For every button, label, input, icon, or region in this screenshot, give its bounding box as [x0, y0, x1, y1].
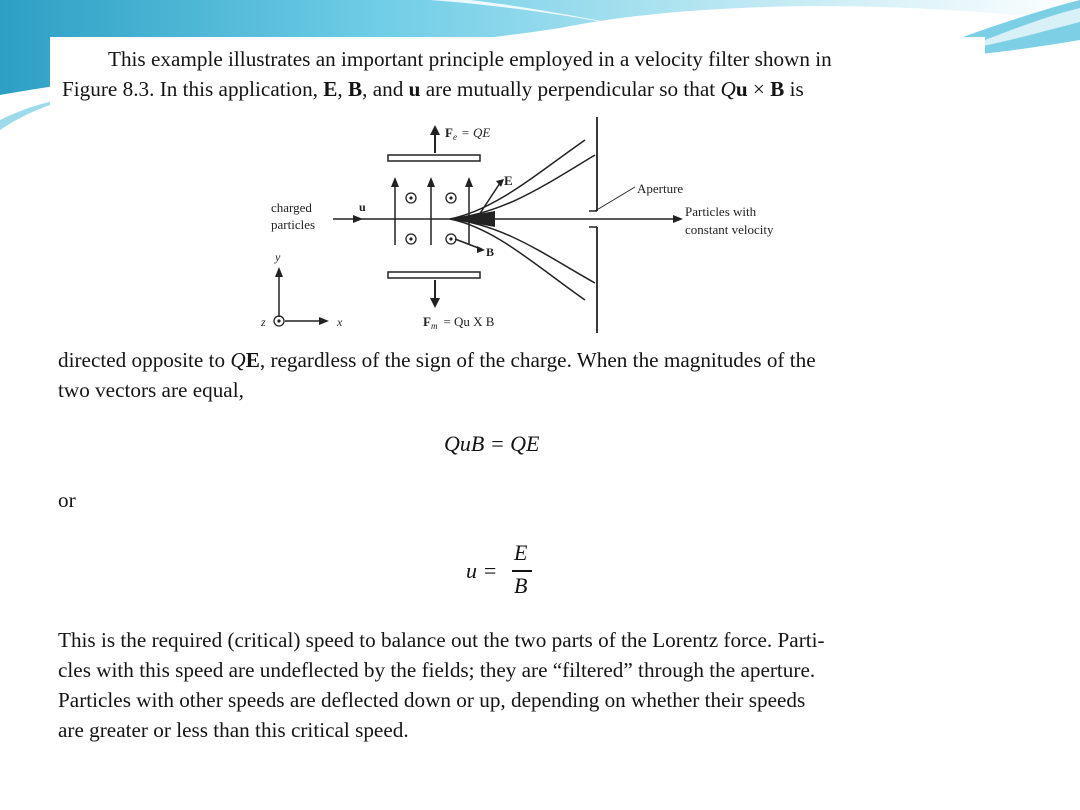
fe-eq: = QE [460, 125, 491, 140]
cross-symbol: × [747, 77, 771, 101]
conclusion-line-1: This is the required (critical) speed to balance out the two parts of the Lorentz force. Parti- [58, 628, 825, 652]
charged-line-2: particles [271, 217, 316, 232]
equation-u-e-over-b [466, 540, 546, 600]
u-label: u [359, 200, 366, 214]
intro-line-2-a: Figure 8.3. In this application, [62, 77, 324, 101]
middle-line-1 [58, 345, 816, 375]
svg-text:Fe= QE [445, 125, 490, 142]
aperture-label: Aperture [637, 181, 684, 196]
intro-line-2 [62, 74, 804, 104]
equation-qub-qe: QuB = QE [444, 431, 540, 456]
x-axis-label: x [337, 315, 343, 329]
fm-label: F [423, 314, 431, 329]
vector-B-2: B [770, 77, 785, 101]
y-axis-label: y [275, 250, 281, 264]
fm-sub: m [430, 321, 438, 331]
vector-u-2: u [735, 77, 748, 101]
z-axis-label: z [261, 315, 266, 329]
vector-u: u [408, 77, 421, 101]
conclusion-line-4: are greater or less than this critical speed. [58, 718, 409, 742]
fm-eq: = Qu X B [443, 314, 495, 329]
intro-line-2-end: is [784, 77, 804, 101]
e-label: E [504, 173, 513, 188]
comma-2: , and [362, 77, 409, 101]
middle-E: E [245, 348, 260, 372]
charged-line-1: charged [271, 200, 312, 215]
middle-line-1-a: directed opposite to [58, 348, 231, 372]
intro-line-1: This example illustrates an important principle employed in a velocity filter shown in [108, 47, 832, 71]
fe-label: F [445, 125, 453, 140]
eq2-lhs: u = [466, 558, 498, 583]
eq2-numerator: E [514, 540, 528, 565]
middle-line-1-b: , regardless of the sign of the charge. When the magnitudes of the [259, 348, 816, 372]
top-plate [388, 155, 480, 161]
conclusion-line-2: cles with this speed are undeflected by the fields; they are “filtered” through the aperture. [58, 658, 816, 682]
middle-Q: Q [230, 348, 246, 372]
vector-E: E [323, 77, 338, 101]
bottom-plate [388, 272, 480, 278]
comma-1: , [337, 77, 349, 101]
or-text: or [58, 488, 76, 512]
fe-sub: e [452, 132, 457, 142]
vector-B: B [348, 77, 363, 101]
particles-line-1: Particles with [685, 204, 757, 219]
charge-Q: Q [720, 77, 736, 101]
velocity-filter-figure [255, 115, 817, 340]
eq2-denominator: B [514, 573, 528, 598]
intro-line-2-b: are mutually perpendicular so that [420, 77, 721, 101]
conclusion-line-3: Particles with other speeds are deflected down or up, depending on whether their speeds [58, 688, 806, 712]
middle-line-2: two vectors are equal, [58, 378, 244, 402]
eq2-fraction-bar [512, 570, 532, 572]
particles-line-2: constant velocity [685, 222, 774, 237]
b-label: B [486, 245, 495, 259]
